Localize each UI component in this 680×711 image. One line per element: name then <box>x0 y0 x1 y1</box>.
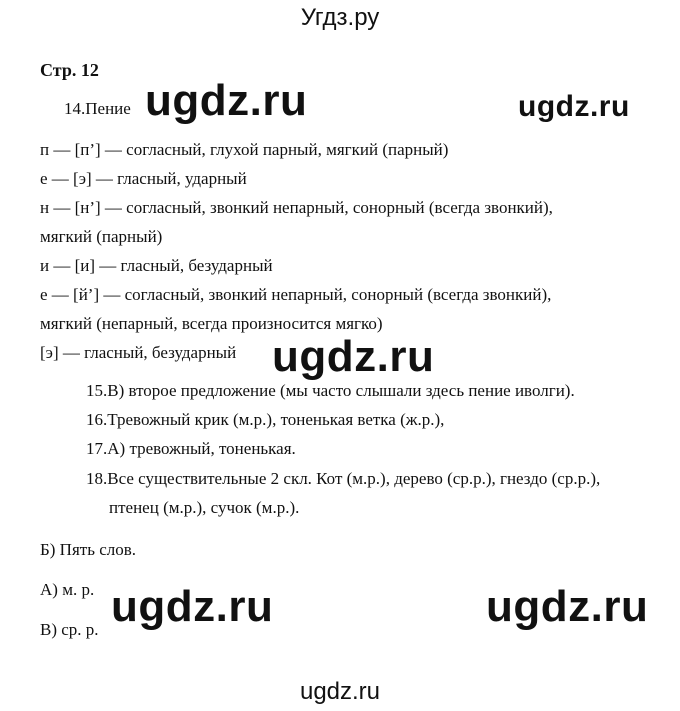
numbered-item: 16.Тревожный крик (м.р.), тоненькая ветка (ж.р.), <box>86 410 445 429</box>
answer-line: Б) Пять слов. <box>40 540 137 559</box>
phonetic-line: п — [п’] — согласный, глухой парный, мягкий (парный) <box>40 140 449 159</box>
numbered-item-continuation: птенец (м.р.), сучок (м.р.). <box>109 498 300 517</box>
numbered-item: 18.Все существительные 2 скл. Кот (м.р.), дерево (ср.р.), гнездо (ср.р.), <box>86 469 601 488</box>
item-14-label: 14.Пение <box>64 99 131 118</box>
phonetic-line: [э] — гласный, безударный <box>40 343 237 362</box>
phonetic-line: и — [и] — гласный, безударный <box>40 256 273 275</box>
phonetic-line: мягкий (непарный, всегда произносится мягко) <box>40 314 383 333</box>
watermark-logo: ugdz.ru <box>111 582 274 631</box>
page-label: Стр. 12 <box>40 60 99 80</box>
phonetic-line: е — [й’] — согласный, звонкий непарный, сонорный (всегда звонкий), <box>40 285 552 304</box>
numbered-item: 17.А) тревожный, тоненькая. <box>86 439 296 458</box>
site-title: Угдз.ру <box>300 4 380 31</box>
answer-line: В) ср. р. <box>40 620 99 639</box>
answer-line: А) м. р. <box>40 580 95 599</box>
numbered-item: 15.В) второе предложение (мы часто слышали здесь пение иволги). <box>86 381 575 400</box>
footer-site: ugdz.ru <box>299 678 381 705</box>
phonetic-line: мягкий (парный) <box>40 227 163 246</box>
watermark-logo: ugdz.ru <box>486 582 649 631</box>
phonetic-line: е — [э] — гласный, ударный <box>40 169 247 188</box>
watermark-logo: ugdz.ru <box>145 76 308 125</box>
watermark-logo: ugdz.ru <box>518 90 630 123</box>
watermark-logo: ugdz.ru <box>272 332 435 381</box>
phonetic-line: н — [н’] — согласный, звонкий непарный, сонорный (всегда звонкий), <box>40 198 553 217</box>
